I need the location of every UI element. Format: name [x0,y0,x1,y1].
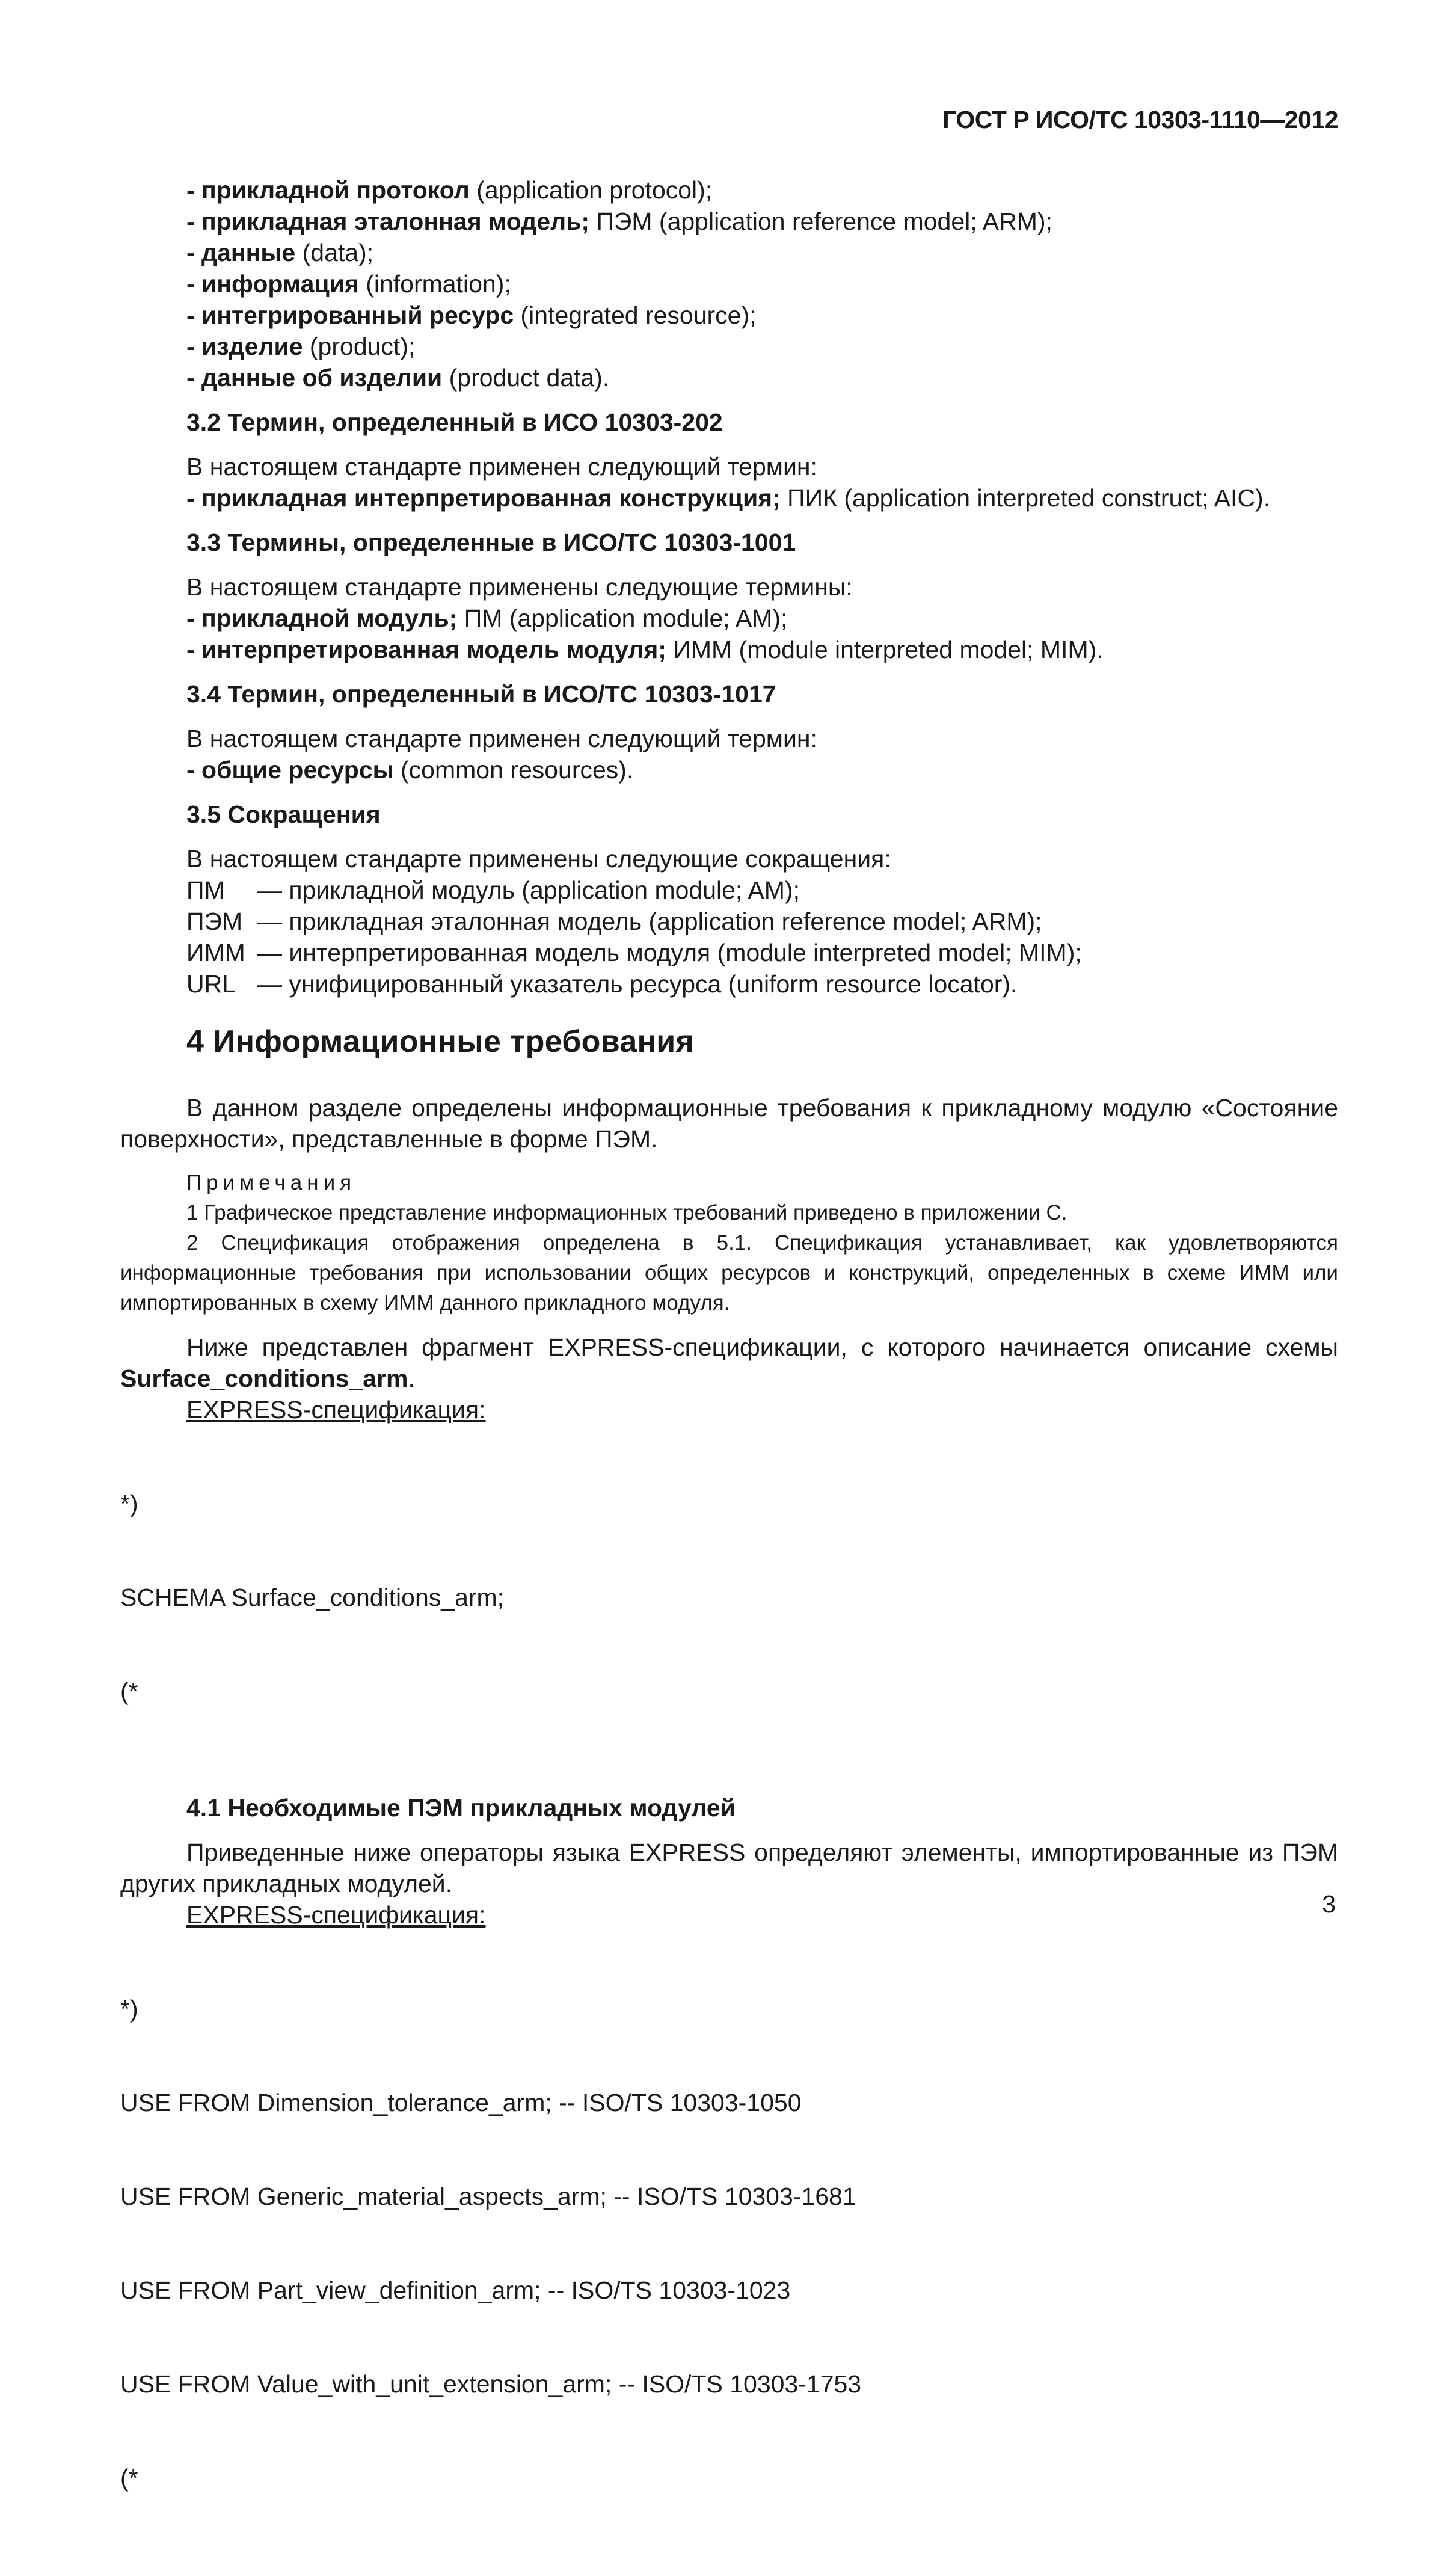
document-header: ГОСТ Р ИСО/ТС 10303-1110—2012 [942,106,1338,134]
paragraph: Ниже представлен фрагмент EXPRESS-спецификации, с которого начинается описание схемы Surface_conditions_arm. [120,1333,1338,1392]
term-item: - общие ресурсы (common resources). [186,756,634,784]
abbreviations-list [120,874,1338,1000]
term-item: - прикладная интерпретированная конструкция; ПИК (application interpreted construct; AIC). [186,484,1271,512]
express-label: EXPRESS-спецификация: [186,1901,486,1929]
section-heading-3-4: 3.4 Термин, определенный в ИСО/ТС 10303-1017 [186,680,776,708]
term-item: - прикладной модуль; ПМ (application module; AM); [186,604,788,632]
term-item: - изделие (product); [186,333,416,360]
term-item: - интегрированный ресурс (integrated resource); [186,301,757,329]
abbreviation-row: ПМ — прикладной модуль (application module; AM); [186,876,800,904]
section-heading-3-3: 3.3 Термины, определенные в ИСО/ТС 10303-1001 [186,529,796,556]
page-number: 3 [1322,1890,1336,1918]
notes-block [120,1168,1338,1318]
code-line: USE FROM Part_view_definition_arm; -- ISO/TS 10303-1023 [120,2276,791,2304]
code-line: SCHEMA Surface_conditions_arm; [120,1584,505,1611]
section-heading-4: 4 Информационные требования [186,1024,695,1059]
section-intro: В настоящем стандарте применены следующие сокращения: [186,845,891,873]
section-heading-4-1: 4.1 Необходимые ПЭМ прикладных модулей [186,1794,736,1822]
section-heading-3-2: 3.2 Термин, определенный в ИСО 10303-202 [186,408,723,436]
code-line: USE FROM Value_with_unit_extension_arm; -- ISO/TS 10303-1753 [120,2370,862,2398]
express-code [120,1425,1338,1769]
term-item: - прикладная эталонная модель; ПЭМ (application reference model; ARM); [186,207,1052,235]
express-label: EXPRESS-спецификация: [186,1396,486,1424]
code-line: USE FROM Dimension_tolerance_arm; -- ISO/TS 10303-1050 [120,2089,802,2116]
code-line: *) [120,1490,138,1517]
section-heading-3-5: 3.5 Сокращения [186,800,381,828]
notes-heading: Примечания [186,1171,357,1194]
code-line: USE FROM Generic_material_aspects_arm; -- ISO/TS 10303-1681 [120,2183,856,2210]
code-line: *) [120,1995,138,2023]
express-code [120,1931,1338,2556]
paragraph: Приведенные ниже операторы языка EXPRESS определяют элементы, импортированные из ПЭМ других прикладных модулей. [120,1839,1338,1897]
note-2: 2 Спецификация отображения определена в 5.1. Спецификация устанавливает, как удовлетворяются информационные требования при использовании общих ресурсов и конструкций, определенных в схеме ИММ или импортированных в схему ИММ данного прикладного модуля. [120,1231,1338,1315]
term-item: - интерпретированная модель модуля; ИММ (module interpreted model; MIM). [186,636,1104,663]
term-item: - данные об изделии (product data). [186,364,610,392]
page-content [120,174,1338,2556]
paragraph: В данном разделе определены информационные требования к прикладному модулю «Состояние поверхности», представленные в форме ПЭМ. [120,1094,1338,1153]
term-item: - информация (information); [186,270,511,298]
terms-list [120,174,1338,393]
note-1: 1 Графическое представление информационных требований приведено в приложении С. [186,1201,1067,1224]
abbreviation-row: ПЭМ — прикладная эталонная модель (application reference model; ARM); [186,908,1042,935]
abbreviation-row: ИММ — интерпретированная модель модуля (module interpreted model; MIM); [186,939,1082,966]
term-item: - данные (data); [186,239,374,266]
section-intro: В настоящем стандарте применен следующий термин: [186,453,817,481]
section-intro: В настоящем стандарте применены следующие термины: [186,573,853,601]
abbreviation-row: URL — унифицированный указатель ресурса (uniform resource locator). [186,970,1018,998]
code-line: (* [120,2464,138,2492]
code-line: (* [120,1677,138,1705]
term-item: - прикладной протокол (application protocol); [186,176,713,204]
section-intro: В настоящем стандарте применен следующий термин: [186,725,817,752]
